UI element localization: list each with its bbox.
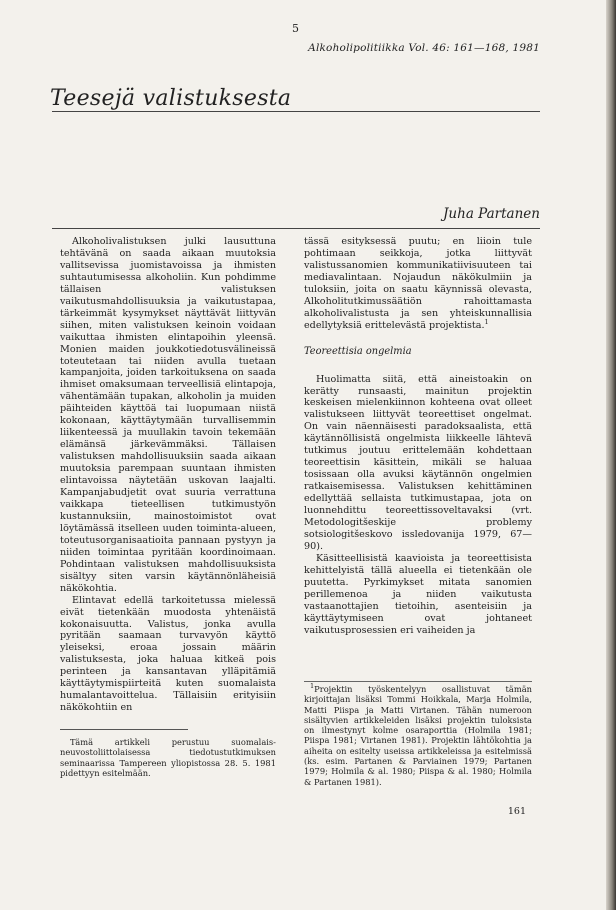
author-name: Juha Partanen bbox=[443, 206, 540, 222]
right-column bbox=[304, 236, 532, 637]
page-number: 161 bbox=[507, 806, 526, 817]
author-rule bbox=[52, 228, 540, 229]
footnote-reference: 1 bbox=[484, 317, 489, 326]
body-paragraph: Käsitteellisistä kaavioista ja teoreettisista kehittelyistä tällä alueella ei tietenkään ole puutetta. Pyrkimykset mitata sanomien perillemenoa ja niiden vaikutusta vastaanottajien tietoihin, asenteisiin ja käyttäytymiseen ovat johtaneet vaikutusprosessien eri vaiheiden ja bbox=[304, 552, 532, 636]
footnote-body: Projektin työskentelyyn osallistuvat tämän kirjoittajan lisäksi Tommi Hoikkala, Marja Holmila, Matti Piispa ja Matti Virtanen. Tähän numeroon sisältyvien artikkeleiden lisäksi projektin tuloksista on ilmestynyt kolme osaraporttia (Holmila 1981; Piispa 1981; Virtanen 1981). Projektin lähtökohtia ja aiheita on esitelty useissa artikkeleissa ja esitelmissä (ks. esim. Partanen & Parviainen 1979; Partanen 1979; Holmila & al. 1980; Piispa & al. 1980; Holmila & Partanen 1981). bbox=[304, 684, 532, 787]
section-heading: Teoreettisia ongelmia bbox=[304, 345, 412, 357]
article-title: Teesejä valistuksesta bbox=[50, 86, 292, 111]
body-paragraph: Huolimatta siitä, että aineistoakin on kerätty runsaasti, mainitun projektin keskeisen mielenkiinnon kohteena ovat olleet valistukseen liittyvät teoreettiset ongelmat. On vain näennäisesti paradoksaalista, että käytännöllisistä ongelmista liikkeelle lähtevä tutkimus joutuu erittelemään kohdettaan teoreettisin käsittein, mikäli se haluaa tosissaan olla avuksi käytännön ongelmien ratkaisemisessa. Valistuksen kehittäminen edellyttää sellaista tutkimustapaa, jota on luonnehdittu teoreettissoveltavaksi (vrt. Metodologitšeskije problemy sotsiologitšeskovo issledovanija 1979, 67—90). bbox=[304, 373, 532, 552]
sheet-number: 5 bbox=[292, 22, 299, 35]
running-head: Alkoholipolitiikka Vol. 46: 161—168, 1981 bbox=[308, 42, 540, 54]
footnote-text bbox=[304, 684, 532, 787]
footnote-1 bbox=[304, 684, 532, 787]
body-paragraph: Alkoholivalistuksen julki lausuttuna tehtävänä on saada aikaan muutoksia vallitsevissa juomistavoissa ja ihmisten suhtautumisessa alkoholiin. Kun pohdimme tällaisen valistuksen vaikutusmahdollisuuksia ja vaikutustapaa, tärkeimmät kysymykset näyttävät liittyvän siihen, miten valistuksen keinoin voidaan vaikuttaa ihmisten elintapoihin yleensä. Monien maiden joukkotiedotusvälineissä toteutetaan tai niiden avulla tuetaan kampanjoita, joiden tarkoituksena on saada ihmiset omaksumaan terveellisiä elintapoja, vähentämään tupakan, alkoholin ja muiden päihteiden käyttöä tai luopumaan niistä kokonaan, käyttäytymään turvallisemmin liikenteessä ja muullakin tavoin tekemään elämänsä järkevämmäksi. Tällaisen valistuksen mahdollisuuksiin saada aikaan muutoksia parempaan suuntaan ihmisten elintavoissa näytetään uskovan laajalti. Kampanjabudjetit ovat suuria verrattuna vaikkapa tieteellisen tutkimustyön kustannuksiin, mainostoimistot ovat löytämässä itselleen uuden toiminta-alueen, toteutusorganisaatioita pannaan pystyyn ja niiden toimintaa pyritään koordinoimaan. Pohdintaan valistuksen mahdollisuuksista sisältyy siten varsin käytännönläheisiä näkökohtia. bbox=[60, 236, 276, 594]
footnote-rule bbox=[304, 681, 532, 682]
footnote-unnumbered bbox=[60, 737, 276, 779]
footnote-rule bbox=[60, 729, 188, 730]
title-rule bbox=[52, 111, 540, 112]
footnote-marker: 1 bbox=[310, 682, 315, 691]
body-paragraph: Elintavat edellä tarkoitetussa mielessä eivät tietenkään muodosta yhtenäistä kokonaisuutta. Valistus, jonka avulla pyritään saamaan turvavyön käyttö yleiseksi, eroaa jossain määrin valistuksesta, joka haluaa kitkeä pois perinteen ja kansantavan ylläpitämiä käyttäytymispiirteitä kuten suomalaista humalantavoittelua. Tällaisiin erityisiin näkökohtiin en bbox=[60, 594, 276, 714]
footnote-text: Tämä artikkeli perustuu suomalais-neuvostoliittolaisessa tiedotustutkimuksen seminaarissa Tampereen yliopistossa 28. 5. 1981 pidettyyn esitelmään. bbox=[60, 737, 276, 779]
left-column bbox=[60, 236, 276, 714]
body-paragraph bbox=[304, 236, 532, 332]
book-binding-edge bbox=[606, 0, 616, 910]
body-paragraph-text: tässä esityksessä puutu; en liioin tule pohtimaan seikkoja, jotka liittyvät valistussanomien kommunikatiivisuuteen tai mediavalintaan. Nojaudun näkökulmiin ja tuloksiin, joita on saatu käynnissä olevasta, Alkoholitutkimussäätiön rahoittamasta alkoholivalistusta ja sen yhteiskunnallisia edellytyksiä erittelevästä projektista. bbox=[304, 236, 532, 331]
